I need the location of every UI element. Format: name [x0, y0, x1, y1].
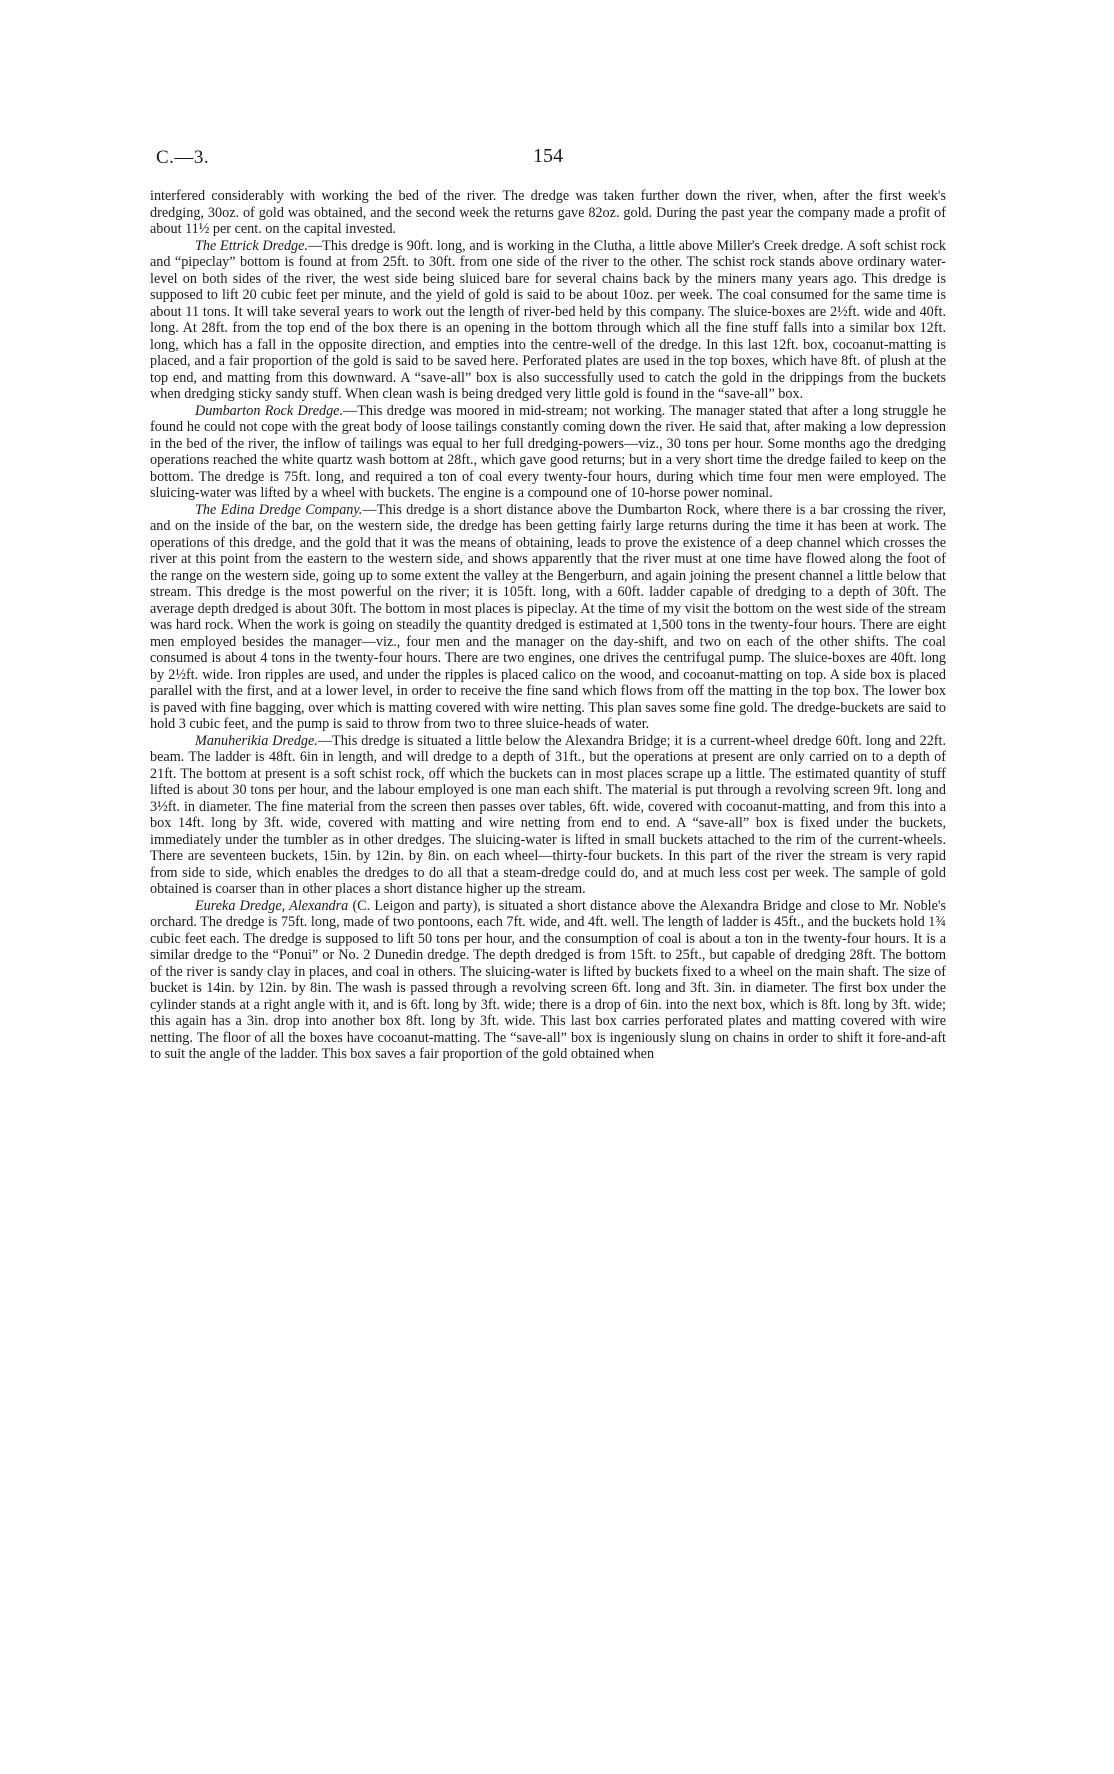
page-header: [150, 143, 946, 173]
paragraph-title: The Edina Dredge Company.: [195, 501, 363, 518]
paragraph-title: Dumbarton Rock Dredge.: [195, 402, 344, 419]
paragraph-manuherikia-dredge: [150, 733, 946, 898]
paragraph-text: —This dredge is a short distance above the Dumbarton Rock, where there is a bar crossing the river, and on the inside of the bar, on the western side, the dredge has been getting fairly large returns during the time it has been at work. The operations of this dredge, and the gold that it was the means of obtaining, leads to prove the existence of a deep channel which crosses the river at this point from the eastern to the western side, and shows apparently that the river must at one time have flowed along the foot of the range on the western side, going up to some extent the valley at the Bengerburn, and again joining the present channel a little below that stream. This dredge is the most powerful on the river; it is 105ft. long, with a 60ft. ladder capable of dredging to a depth of 30ft. The average depth dredged is about 30ft. The bottom in most places is pipeclay. At the time of my visit the bottom on the west side of the stream was hard rock. When the work is going on steadily the quantity dredged is estimated at 1,500 tons in the twenty-four hours. There are eight men employed besides the manager—viz., four men and the manager on the day-shift, and two on each of the other shifts. The coal consumed is about 4 tons in the twenty-four hours. There are two engines, one drives the centrifugal pump. The sluice-boxes are 40ft. long by 2½ft. wide. Iron ripples are used, and under the ripples is placed calico on the wood, and cocoanut-matting on top. A side box is placed parallel with the first, and at a lower level, in order to receive the fine sand which flows from off the matting in the top box. The lower box is paved with fine bagging, over which is matting covered with wire netting. This plan saves some fine gold. The dredge-buckets are said to hold 3 cubic feet, and the pump is said to throw from two to three sluice-heads of water.: [150, 501, 946, 732]
paragraph-text: —This dredge is 90ft. long, and is working in the Clutha, a little above Miller's Creek dredge. A soft schist rock and “pipeclay” bottom is found at from 25ft. to 30ft. from one side of the river to the other. The schist rock stands above ordinary water-level on both sides of the river, the west side being sluiced bare for several chains back by the miners many years ago. This dredge is supposed to lift 20 cubic feet per minute, and the yield of gold is said to be about 10oz. per week. The coal consumed for the same time is about 11 tons. It will take several years to work out the length of river-bed held by this company. The sluice-boxes are 2½ft. wide and 40ft. long. At 28ft. from the top end of the box there is an opening in the bottom through which all the fine stuff falls into a similar box 12ft. long, which has a fall in the opposite direction, and empties into the centre-well of the dredge. In this last 12ft. box, cocoanut-matting is placed, and a fair proportion of the gold is said to be saved here. Perforated plates are used in the top boxes, which have 8ft. of plush at the top end, and matting from this downward. A “save-all” box is also successfully used to catch the gold in the drippings from the buckets when dredging sticky sandy stuff. When clean wash is being dredged very little gold is found in the “save-all” box.: [150, 237, 946, 402]
paragraph-title: The Ettrick Dredge.: [195, 237, 308, 254]
body-text: [150, 188, 946, 1063]
paragraph-title: Manuherikia Dredge.: [195, 732, 318, 749]
paragraph-text: (C. Leigon and party), is situated a short distance above the Alexandra Bridge and close to Mr. Noble's orchard. The dredge is 75ft. long, made of two pontoons, each 7ft. wide, and 4ft. well. The length of ladder is 45ft., and the buckets hold 1¾ cubic feet each. The dredge is supposed to lift 50 tons per hour, and the consumption of coal is about a ton in the twenty-four hours. It is a similar dredge to the “Ponui” or No. 2 Dunedin dredge. The depth dredged is from 15ft. to 25ft., but capable of dredging 28ft. The bottom of the river is sandy clay in places, and coal in others. The sluicing-water is lifted by buckets fixed to a wheel on the main shaft. The size of bucket is 14in. by 12in. by 8in. The wash is passed through a revolving screen 6ft. long and 3ft. 3in. in diameter. The first box under the cylinder stands at a right angle with it, and is 6ft. long by 3ft. wide; there is a drop of 6in. into the next box, which is 8ft. long by 3ft. wide; this again has a 3in. drop into another box 8ft. long by 3ft. wide. This last box carries perforated plates and matting covered with wire netting. The floor of all the boxes have cocoanut-matting. The “save-all” box is ingeniously slung on chains in order to shift it fore-and-aft to suit the angle of the ladder. This box saves a fair proportion of the gold obtained when: [150, 897, 946, 1062]
paragraph-dumbarton-rock-dredge: [150, 403, 946, 502]
paragraph-ettrick-dredge: [150, 238, 946, 403]
document-reference: C.—3.: [156, 147, 210, 168]
paragraph-continuation: [150, 188, 946, 238]
paragraph-edina-dredge-company: [150, 502, 946, 733]
paragraph-eureka-dredge: [150, 898, 946, 1063]
paragraph-text: —This dredge was moored in mid-stream; not working. The manager stated that after a long struggle he found he could not cope with the great body of loose tailings constantly coming down the river. He said that, after making a low depression in the bed of the river, the inflow of tailings was equal to her full dredging-powers—viz., 30 tons per hour. Some months ago the dredging operations reached the white quartz wash bottom at 28ft., which gave good returns; but in a very short time the dredge failed to keep on the bottom. The dredge is 75ft. long, and required a ton of coal every twenty-four hours, during which time four men were employed. The sluicing-water was lifted by a wheel with buckets. The engine is a compound one of 10-horse power nominal.: [150, 402, 946, 501]
paragraph-title: Eureka Dredge, Alexandra: [195, 897, 349, 914]
paragraph-text: interfered considerably with working the bed of the river. The dredge was taken further down the river, when, after the first week's dredging, 30oz. of gold was obtained, and the second week the returns gave 82oz. gold. During the past year the company made a profit of about 11½ per cent. on the capital invested.: [150, 188, 946, 237]
paragraph-text: —This dredge is situated a little below the Alexandra Bridge; it is a current-wheel dredge 60ft. long and 22ft. beam. The ladder is 48ft. 6in in length, and will dredge to a depth of 31ft., but the operations at present are only carried on to a depth of 21ft. The bottom at present is a soft schist rock, off which the buckets can in most places scrape up a little. The estimated quantity of stuff lifted is about 30 tons per hour, and the labour employed is one man each shift. The material is put through a revolving screen 9ft. long and 3½ft. in diameter. The fine material from the screen then passes over tables, 6ft. wide, covered with cocoanut-matting, and from this into a box 14ft. long by 3ft. wide, covered with matting and wire netting from end to end. A “save-all” box is fixed under the buckets, immediately under the tumbler as in other dredges. The sluicing-water is lifted in small buckets attached to the rim of the current-wheels. There are seventeen buckets, 15in. by 12in. by 8in. on each wheel—thirty-four buckets. In this part of the river the stream is very rapid from side to side, which enables the dredges to do all that a steam-dredge could do, and at much less cost per week. The sample of gold obtained is coarser than in other places a short distance higher up the stream.: [150, 732, 947, 897]
page-number: 154: [533, 145, 563, 167]
